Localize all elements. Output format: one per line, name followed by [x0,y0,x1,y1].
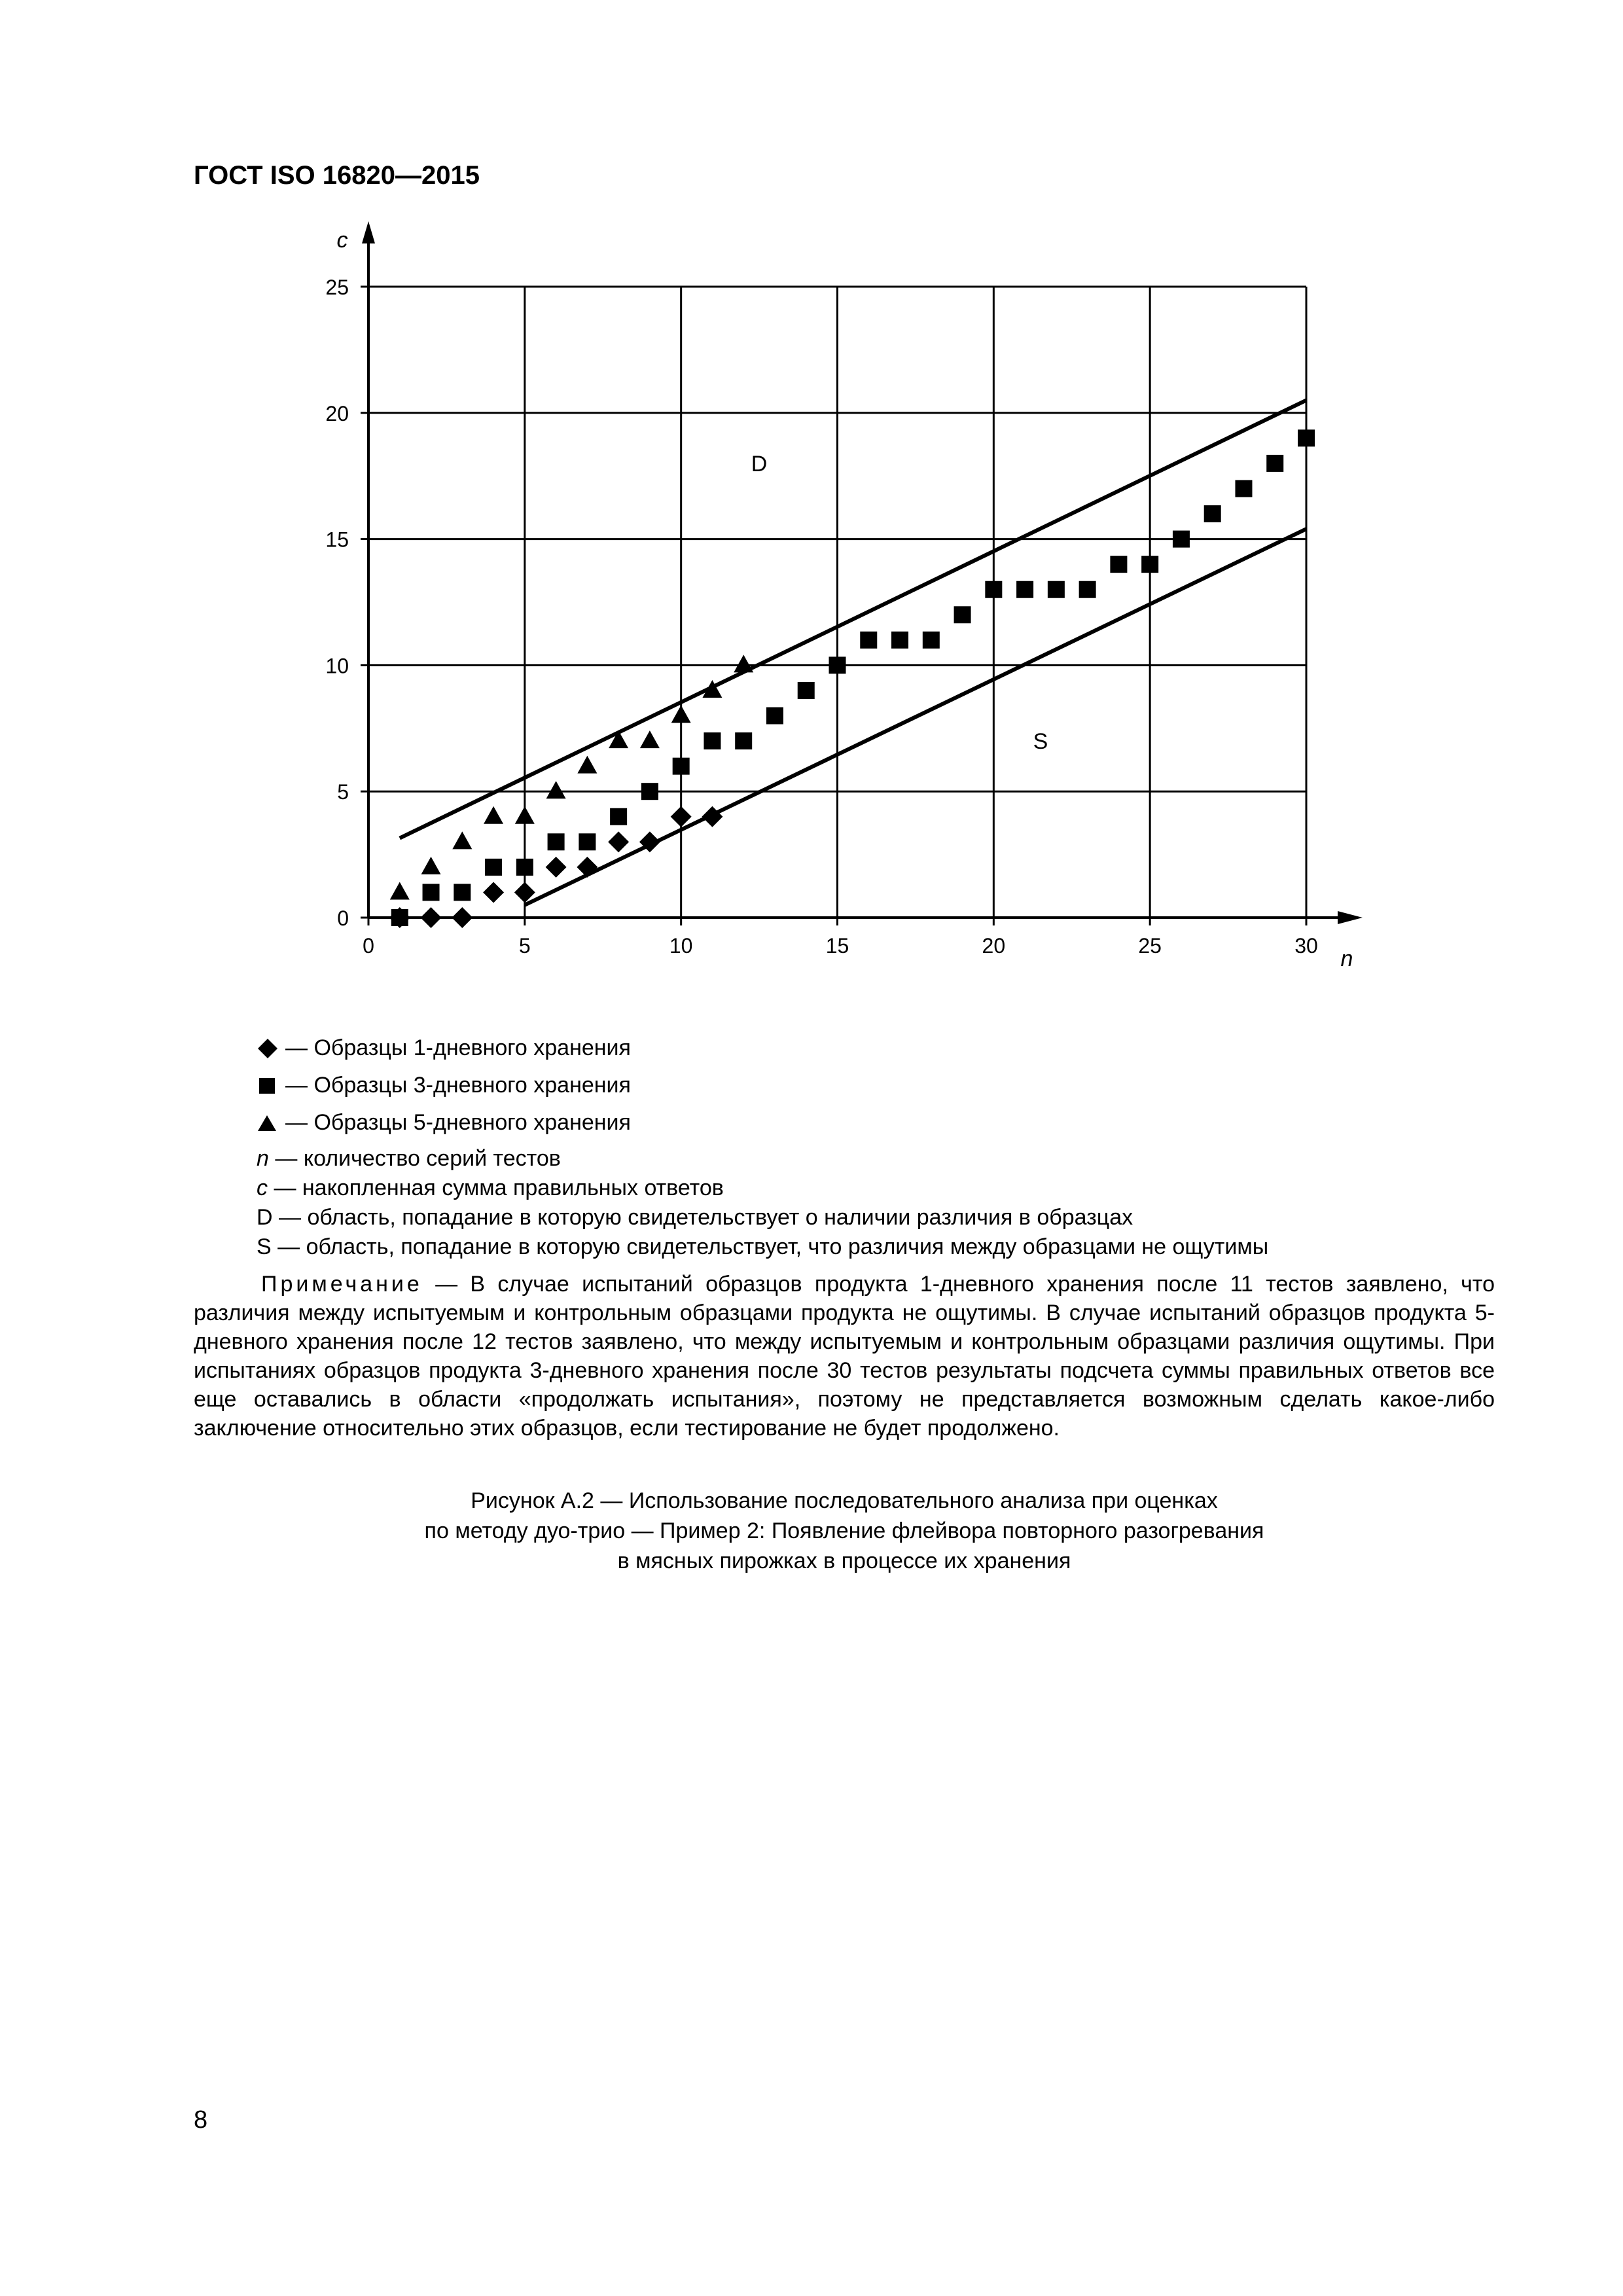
y-tick-label: 5 [337,780,349,804]
data-point-triangle [421,857,441,874]
data-point-square [735,732,752,749]
data-point-diamond [671,806,692,827]
y-tick-label: 20 [325,401,349,425]
data-point-triangle [671,706,691,723]
note-text: — В случае испытаний образцов продукта 1-дневного хранения после 11 тестов заявлено, что различия между испытуемым и контрольным образцами продукта не ощутимы. В случае испытаний образцов продукта 5-дневного хранения после 12 тестов заявлено, что между испытуемым и контрольным образцами различия ощутимы. При испытаниях образцов продукта 3-дневного хранения после 30 тестов результаты подсчета суммы правильных ответов все еще оставались в области «продолжать испытания», поэтому не представляется возможным сделать какое-либо заключение относительно этих образцов, если тестирование не будет продолжено. [194,1272,1495,1441]
boundary-line-upper [400,401,1306,838]
data-point-diamond [546,857,567,878]
data-point-square [860,632,877,649]
data-point-triangle [390,882,410,899]
y-tick-label: 10 [325,654,349,678]
data-point-diamond [577,857,597,878]
data-point-square [1266,455,1283,472]
data-point-square [954,606,971,623]
data-point-diamond [608,831,629,852]
y-tick-label: 15 [325,528,349,552]
data-point-square [579,833,596,850]
data-point-square [1079,581,1096,598]
legend-label: — Образцы 5-дневного хранения [285,1110,631,1135]
definition-d: D — область, попадание в которую свидетельствует о наличии различия в образцах [257,1205,1133,1230]
document-header: ГОСТ ISO 16820—2015 [194,161,480,190]
data-point-triangle [640,730,660,748]
chart-data-points [389,429,1315,928]
data-point-square [391,909,408,926]
data-point-square [798,682,815,699]
note-paragraph [194,1270,1495,1443]
data-point-square [485,859,502,876]
data-point-triangle [452,831,472,849]
data-point-square [516,859,533,876]
x-tick-label: 0 [363,934,374,958]
legend-label: — Образцы 1-дневного хранения [285,1035,631,1060]
data-point-diamond [452,907,473,928]
data-point-square [1110,556,1127,573]
y-axis-arrow [362,221,375,243]
legend-item-square [257,1067,631,1104]
y-tick-label: 0 [337,906,349,930]
data-point-square [1173,531,1190,548]
data-point-square [641,783,658,800]
data-point-square [1298,429,1315,446]
boundary-line-lower [525,529,1306,905]
data-point-square [1016,581,1033,598]
y-tick-label: 25 [325,276,349,299]
data-point-square [423,884,440,901]
data-point-diamond [421,907,442,928]
variable-definitions [257,1144,1268,1262]
data-point-square [891,632,908,649]
x-tick-label: 30 [1294,934,1318,958]
definition-n: n — количество серий тестов [257,1146,561,1171]
page-number: 8 [194,2106,208,2134]
x-tick-label: 15 [825,934,849,958]
data-point-triangle [734,655,753,672]
figure-caption: Рисунок А.2 — Использование последовательного анализа при оценках по методу дуо-трио — Пример 2: Появление флейвора повторного разогревания в мясных пирожках в процессе их хранения [424,1488,1264,1573]
legend-item-triangle [257,1104,631,1141]
x-axis-arrow [1338,911,1363,924]
chart-tick-labels [325,276,1317,958]
data-point-square [923,632,940,649]
data-point-square [704,732,721,749]
data-point-triangle [546,781,566,798]
chart-boundary-lines [400,401,1306,905]
data-point-square [1048,581,1065,598]
data-point-triangle [515,806,535,824]
data-point-triangle [484,806,503,824]
region-label-d: D [751,451,768,476]
data-point-square [1141,556,1158,573]
data-point-square [985,581,1002,598]
data-point-square [1235,480,1252,497]
data-point-square [610,808,627,825]
legend-label: — Образцы 3-дневного хранения [285,1073,631,1098]
region-label-s: S [1033,729,1048,755]
data-point-square [673,758,690,775]
legend-item-diamond [257,1030,631,1067]
x-tick-label: 25 [1138,934,1162,958]
triangle-marker-icon [257,1104,285,1141]
data-point-square [1204,505,1221,522]
data-point-diamond [483,882,504,903]
data-point-square [454,884,471,901]
sequential-analysis-chart [0,0,1623,1021]
chart-region-labels [751,452,1048,754]
x-tick-label: 20 [982,934,1006,958]
definition-s: S — область, попадание в которую свидетельствует, что различия между образцами не ощутимы [257,1234,1269,1259]
data-point-square [829,656,846,673]
data-point-square [548,833,565,850]
data-point-square [766,708,783,725]
square-marker-icon [257,1067,285,1104]
note-label: Примечание [261,1272,423,1297]
diamond-marker-icon [257,1030,285,1067]
chart-grid [368,287,1306,918]
definition-c: c — накопленная сумма правильных ответов [257,1175,724,1200]
chart-legend [257,1030,631,1141]
x-axis-label: n [1340,946,1353,971]
data-point-triangle [577,756,597,774]
x-tick-label: 10 [669,934,693,958]
y-axis-label: c [336,228,348,253]
x-tick-label: 5 [518,934,531,958]
data-point-triangle [609,730,628,748]
